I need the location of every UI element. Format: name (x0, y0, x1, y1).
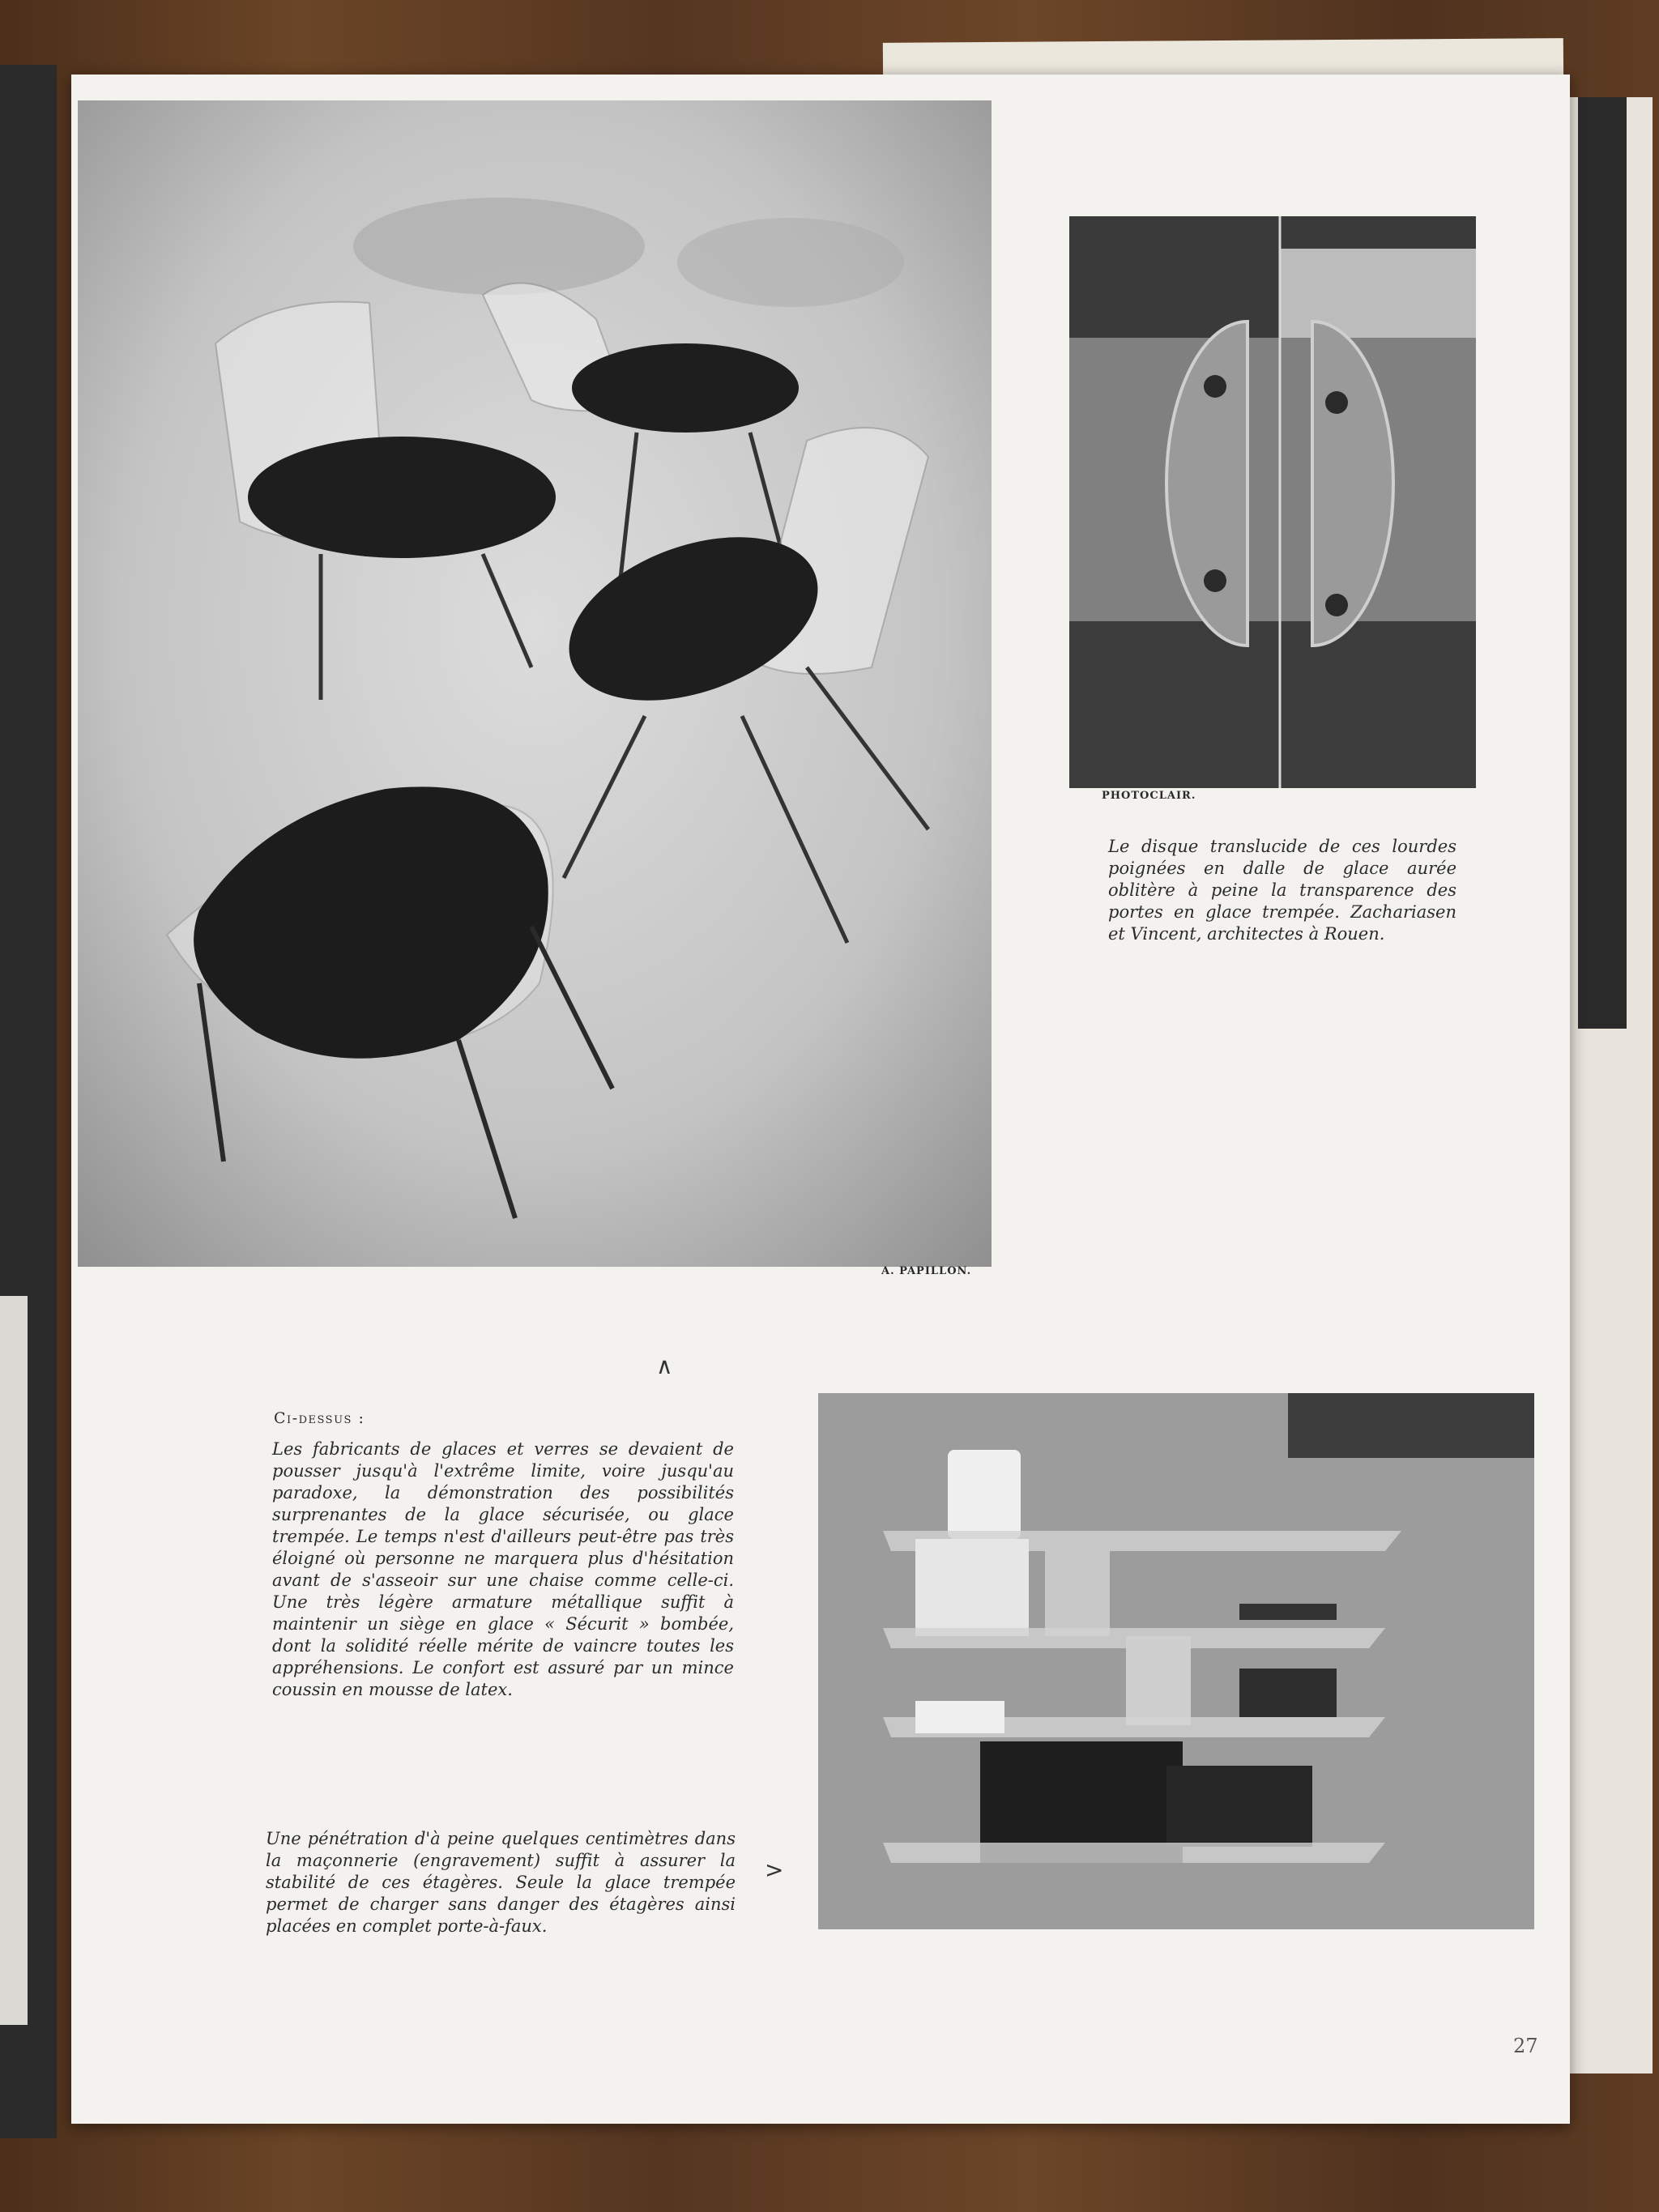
chairs-photo-credit: A. PAPILLON. (881, 1265, 972, 1277)
right-arrow: > (765, 1856, 784, 1883)
magazine-page (71, 75, 1570, 2124)
left-page-strip (0, 1296, 28, 2025)
right-page-stack (1563, 97, 1653, 2073)
door-handles-caption (1108, 836, 1456, 945)
page-number: 27 (1513, 2035, 1538, 2057)
right-stack-dark-print (1578, 97, 1627, 1029)
chairs-caption (272, 1438, 734, 1701)
up-arrow: ∧ (656, 1353, 673, 1379)
chairs-photo (78, 100, 992, 1267)
shelves-caption-text: Une pénétration d'à peine quelques centimètres dans la maçonnerie (engravement) suffit à assurer la stabilité de ces étagères. Seule la glace trempée permet de charger sans danger des étagères ainsi placées en complet porte-à-faux. (266, 1829, 736, 1936)
shelves-caption (266, 1828, 736, 1937)
shelves-photo (818, 1393, 1534, 1929)
door-handles-photo-credit: PHOTOCLAIR. (1102, 790, 1196, 802)
chairs-caption-text: Les fabricants de glaces et verres se devaient de pousser jusqu'à l'extrême limite, voire jusqu'au paradoxe, la démonstration des possibilités surprenantes de la glace sécurisée, ou glace trempée. Le temps n'est d'ailleurs peut-être pas très éloigné où personne ne marquera plus d'hésitation avant de s'asseoir sur une chaise comme celle-ci. Une très légère armature métallique suffit à maintenir un siège en glace « Sécurit » bombée, dont la solidité réelle mérite de vaincre toutes les appréhensions. Le confort est assuré par un mince coussin en mousse de latex. (272, 1439, 734, 1699)
door-handles-caption-text: Le disque translucide de ces lourdes poignées en dalle de glace aurée oblitère à peine la transparence des portes en glace trempée. Zachariasen et Vincent, architectes à Rouen. (1108, 837, 1456, 944)
left-adjacent-page (0, 65, 57, 2138)
chairs-caption-heading: Ci-dessus : (274, 1409, 365, 1427)
door-handles-photo (1069, 216, 1476, 788)
